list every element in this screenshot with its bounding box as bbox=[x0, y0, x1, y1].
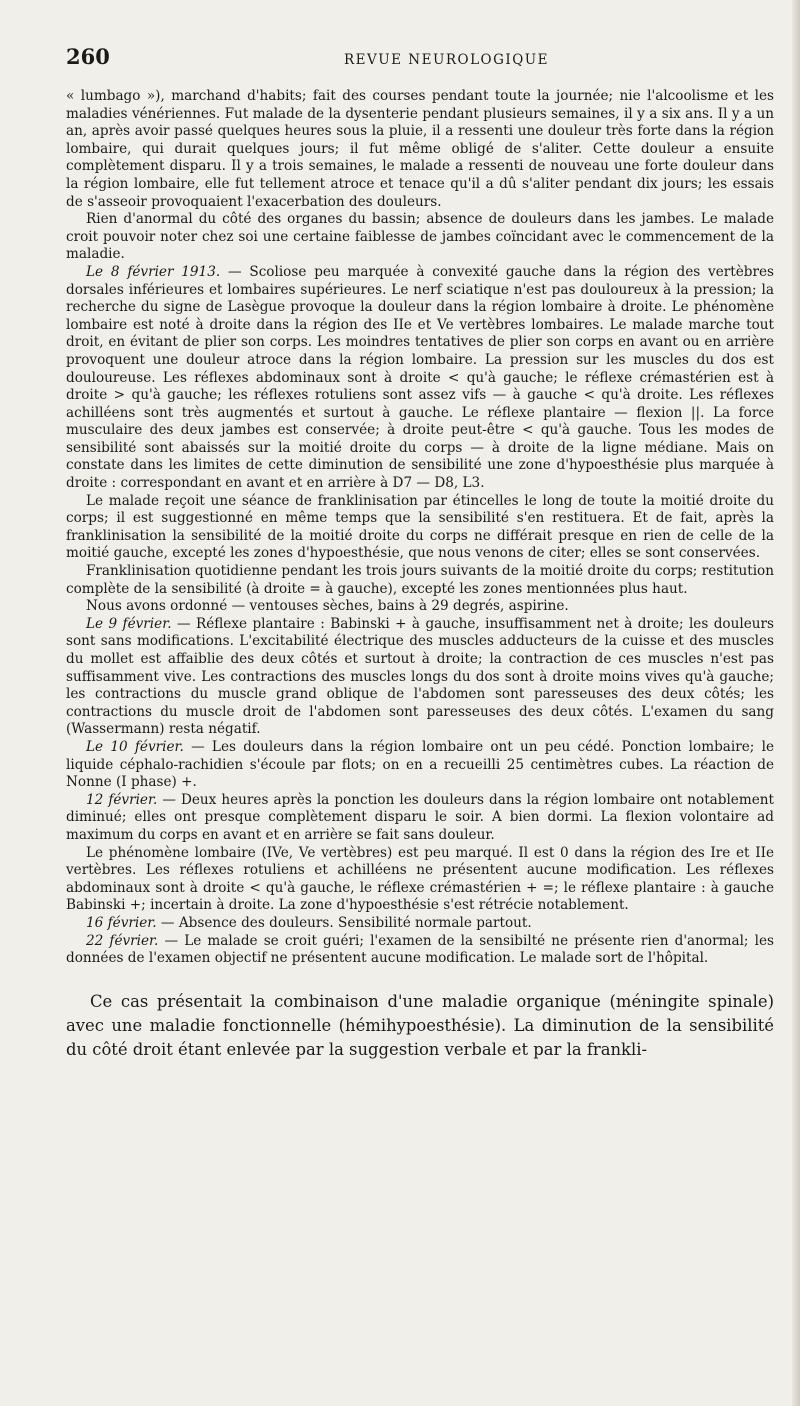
page-number: 260 bbox=[66, 44, 110, 69]
entry-date: 12 février. bbox=[86, 791, 158, 808]
case-report-body bbox=[66, 88, 774, 968]
paragraph: 12 février. — Deux heures après la ponction les douleurs dans la région lombaire ont notablement diminué; elles ont presque complètement disparu le soir. A bien dormi. La flexion volontaire ad maximum du corps en avant et en arrière se fait sans douleur. bbox=[66, 791, 775, 843]
paragraph: Ce cas présentait la combinaison d'une maladie organique (méningite spinale) avec une maladie fonctionnelle (hémihypoesthésie). La diminution de la sensibilité du côté droit étant enlevée par la suggestion verbale et par la frankli- bbox=[66, 991, 774, 1059]
paragraph: Franklinisation quotidienne pendant les trois jours suivants de la moitié droite du corps; restitution complète de la sensibilité (à droite = à gauche), excepté les zones mentionnées plus haut. bbox=[66, 563, 774, 597]
paragraph: « lumbago »), marchand d'habits; fait des courses pendant toute la journée; nie l'alcoolisme et les maladies vénériennes. Fut malade de la dysenterie pendant plusieurs semaines, il y a six ans. Il y a un an, après avoir passé quelques heures sous la pluie, il a ressenti une douleur très forte dans la région lombaire, qui durait quelques jours; il fut même obligé de s'aliter. Cette douleur a ensuite complètement disparu. Il y a trois semaines, le malade a ressenti de nouveau une forte douleur dans la région lombaire, elle fut tellement atroce et tenace qu'il a dû s'aliter pendant dix jours; les essais de s'asseoir provoquaient l'exacerbation des douleurs. bbox=[66, 88, 774, 210]
paragraph: Le 10 février. — Les douleurs dans la région lombaire ont un peu cédé. Ponction lombaire; le liquide céphalo-rachidien s'écoule par flots; on en a recueilli 25 centimètres cubes. La réaction de Nonne (I phase) +. bbox=[66, 738, 774, 791]
page-header bbox=[66, 44, 774, 74]
paragraph: Rien d'anormal du côté des organes du bassin; absence de douleurs dans les jambes. Le malade croit pouvoir noter chez soi une certaine faiblesse de jambes coïncidant avec le commencement de la maladie. bbox=[66, 211, 774, 263]
paragraph: Le phénomène lombaire (IVe, Ve vertèbres) est peu marqué. Il est 0 dans la région des Ire et IIe vertèbres. Les réflexes rotuliens et achilléens ne présentent aucune modification. Les réflexes abdominaux sont à droite < qu'à gauche, le réflexe crémastérien + =; le réflexe plantaire : à gauche Babinski +; incertain à droite. La zone d'hypoesthésie s'est rétrécie notablement. bbox=[66, 844, 774, 914]
closing-discussion bbox=[66, 990, 774, 1062]
entry-date: Le 10 février. bbox=[86, 738, 184, 755]
paragraph: Le 9 février. — Réflexe plantaire : Babinski + à gauche, insuffisamment net à droite; les douleurs sont sans modifications. L'excitabilité électrique des muscles adducteurs de la cuisse et des muscles du mollet est affaiblie des deux côtés et surtout à droite; la contraction de ces muscles n'est pas suffisamment vive. Les contractions des muscles longs du dos sont à droite moins vives qu'à gauche; les contractions du muscle grand oblique de l'abdomen sont paresseuses des deux côtés; les contractions du muscle droit de l'abdomen sont paresseuses des deux côtés. L'examen du sang (Wassermann) resta négatif. bbox=[66, 615, 774, 738]
paragraph: Nous avons ordonné — ventouses sèches, bains à 29 degrés, aspirine. bbox=[86, 598, 569, 615]
paragraph: Le malade reçoit une séance de franklinisation par étincelles le long de toute la moitié droite du corps; il est suggestionné en même temps que la sensibilité s'en restituera. Et de fait, après la franklinisation la sensibilité de la moitié droite du corps ne différait presque en rien de celle de la moitié gauche, excepté les zones d'hypoesthésie, que nous venons de citer; elles se sont conservées. bbox=[66, 492, 774, 562]
entry-date: 22 février. bbox=[86, 932, 159, 949]
paragraph: Le 8 février 1913. — Scoliose peu marquée à convexité gauche dans la région des vertèbres dorsales inférieures et lombaires supérieures. Le nerf sciatique n'est pas douloureux à la pression; la recherche du signe de Lasègue provoque la douleur dans la région lombaire à droite. Le phénomène lombaire est noté à droite dans la région des IIe et Ve vertèbres lombaires. Le malade marche tout droit, en évitant de plier son corps. Les moindres tentatives de plier son corps en avant ou en arrière provoquent une douleur atroce dans la région lombaire. La pression sur les muscles du dos est douloureuse. Les réflexes abdominaux sont à droite < qu'à gauche; le réflexe crémastérien est à droite > qu'à gauche; les réflexes rotuliens sont assez vifs — à gauche < qu'à droite. Les réflexes achilléens sont très augmentés et surtout à gauche. Le réflexe plantaire — flexion ||. La force musculaire des deux jambes est conservée; à droite peut-être < qu'à gauche. Tous les modes de sensibilité sont abaissés sur la moitié droite du corps — à droite de la ligne médiane. Mais on constate dans les limites de cette diminution de sensibilité une zone d'hypoesthésie plus marquée à droite : correspondant en avant et en arrière à D7 — D8, L3. bbox=[66, 263, 774, 492]
paragraph: 16 février. — Absence des douleurs. Sensibilité normale partout. bbox=[86, 914, 532, 931]
entry-date: Le 9 février. bbox=[86, 615, 172, 632]
journal-title: REVUE NEUROLOGIQUE bbox=[344, 52, 550, 68]
entry-date: Le 8 février 1913. bbox=[86, 263, 221, 280]
entry-date: 16 février. bbox=[86, 914, 157, 931]
page-edge-shadow bbox=[792, 0, 800, 1406]
paragraph: 22 février. — Le malade se croit guéri; l'examen de la sensibilté ne présente rien d'anormal; les données de l'examen objectif ne présentent aucune modification. Le malade sort de l'hôpital. bbox=[66, 932, 774, 967]
